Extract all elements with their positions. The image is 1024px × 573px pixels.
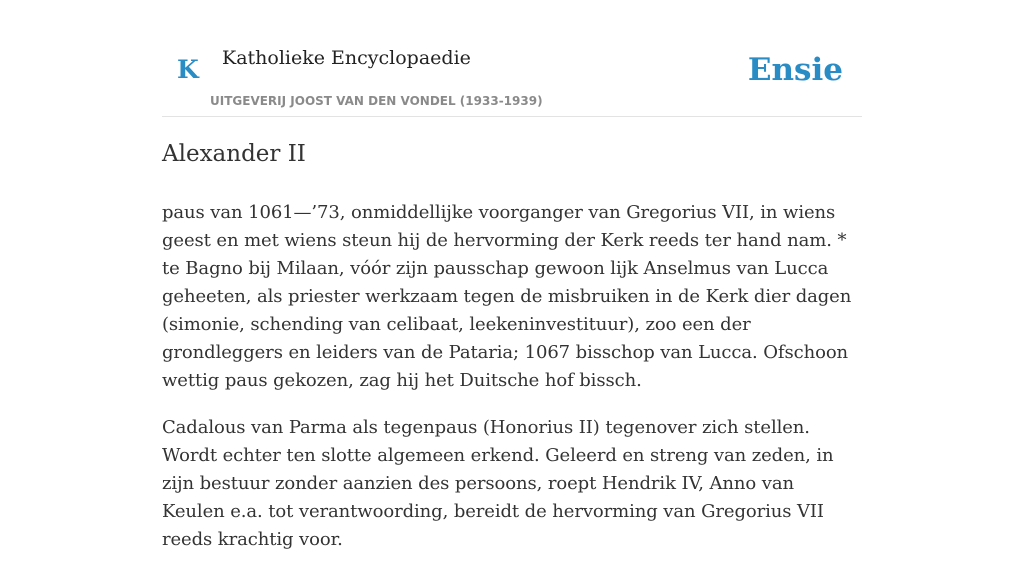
site-header (162, 0, 862, 117)
ensie-brand-logo[interactable]: Ensie (747, 52, 843, 88)
encyclopedia-logo[interactable]: K (177, 55, 199, 84)
article-paragraph: Cadalous van Parma als tegenpaus (Honorius II) tegenover zich stellen. Wordt echter ten slotte algemeen erkend. Geleerd en streng van zeden, in zijn bestuur zonder aanzien des persoons, roept Hendrik IV, Anno van Keulen e.a. tot verantwoording, bereidt de hervorming van Gregorius VII reeds krachtig voor. (162, 417, 834, 550)
article-title: Alexander II (162, 141, 306, 167)
publication-title[interactable]: Katholieke Encyclopaedie (222, 47, 471, 69)
article-paragraph: paus van 1061—’73, onmiddellijke voorganger van Gregorius VII, in wiens geest en met wiens steun hij de hervorming der Kerk reeds ter hand nam. * te Bagno bij Milaan, vóór zijn pausschap gewoon lijk Anselmus van Lucca geheeten, als priester werkzaam tegen de misbruiken in de Kerk dier dagen (simonie, schending van celibaat, leekeninvestituur), zoo een der grondleggers en leiders van de Pataria; 1067 bisschop van Lucca. Ofschoon wettig paus gekozen, zag hij het Duitsche hof bissch. (162, 202, 852, 391)
publisher-label: UITGEVERIJ JOOST VAN DEN VONDEL (1933-1939) (210, 94, 543, 108)
article (162, 136, 862, 573)
